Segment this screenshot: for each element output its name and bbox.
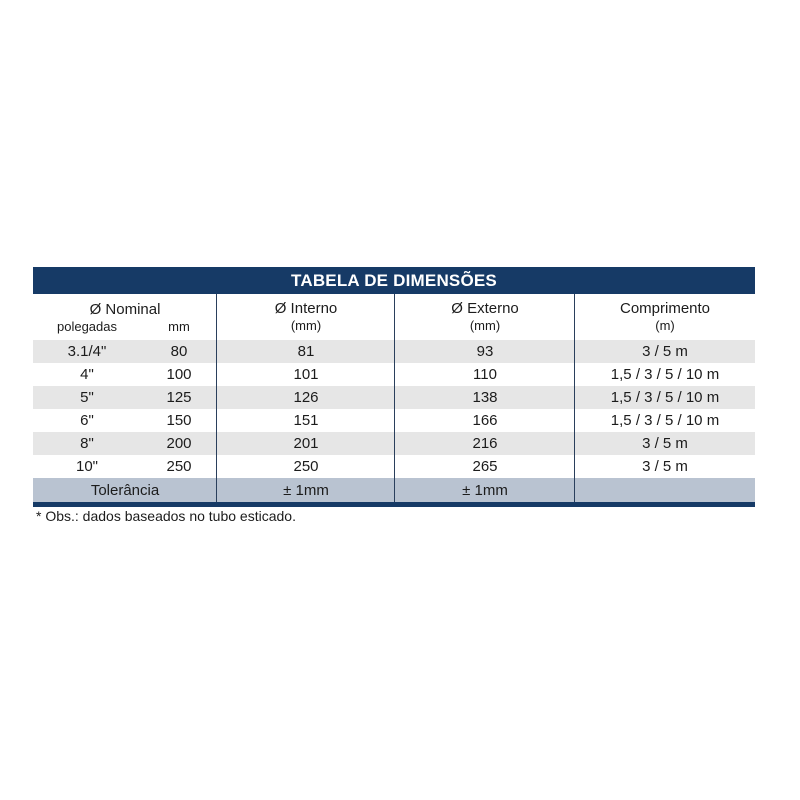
- cell-interno: 126: [293, 389, 319, 406]
- header-nominal-sub: [33, 319, 217, 334]
- cell-mm: 250: [166, 458, 192, 475]
- header-interno-label: Ø Interno: [274, 300, 338, 317]
- cell-interno: 81: [297, 343, 315, 360]
- tolerance-label: Tolerância: [90, 481, 160, 499]
- cell-externo: 110: [473, 366, 497, 383]
- cell-comprimento: 1,5 / 3 / 5 / 10 m: [610, 366, 720, 383]
- header-externo: [395, 294, 575, 340]
- table-body: [33, 294, 755, 502]
- cell-comprimento: 3 / 5 m: [642, 435, 688, 452]
- tolerance-externo: ± 1mm: [462, 481, 508, 499]
- table-bottom-bar: [33, 502, 755, 507]
- cell-pol: 5": [80, 389, 94, 406]
- cell-pol: 4": [80, 366, 94, 383]
- cell-interno: 151: [293, 412, 319, 429]
- cell-externo: 138: [472, 389, 498, 406]
- cell-interno: 250: [293, 458, 319, 475]
- header-nominal: [33, 294, 217, 340]
- cell-mm: 80: [170, 343, 188, 360]
- cell-externo: 265: [472, 458, 498, 475]
- header-nominal-label: Ø Nominal: [89, 300, 161, 318]
- cell-interno: 201: [293, 435, 319, 452]
- header-pol-label: polegadas: [57, 318, 117, 334]
- cell-pol: 6": [80, 412, 94, 429]
- header-externo-label: Ø Externo: [451, 300, 519, 317]
- dimensions-table: [33, 267, 755, 507]
- header-externo-unit: (mm): [469, 318, 501, 333]
- header-comprimento-unit: (m): [655, 318, 675, 333]
- cell-externo: 166: [472, 412, 498, 429]
- column-divider: [216, 294, 217, 502]
- cell-mm: 125: [166, 389, 192, 406]
- table-title: TABELA DE DIMENSÕES: [33, 267, 755, 294]
- header-mm-label: mm: [168, 318, 190, 334]
- header-interno: [217, 294, 395, 340]
- column-divider: [394, 294, 395, 502]
- cell-pol: 10": [75, 458, 98, 475]
- cell-comprimento: 1,5 / 3 / 5 / 10 m: [610, 412, 720, 429]
- cell-pol: 3.1/4": [67, 343, 107, 360]
- column-divider: [574, 294, 575, 502]
- tolerance-comprimento: [575, 478, 755, 502]
- cell-mm: 200: [166, 435, 192, 452]
- header-comprimento-label: Comprimento: [619, 300, 711, 317]
- cell-mm: 100: [166, 366, 192, 383]
- footnote: * Obs.: dados baseados no tubo esticado.: [36, 508, 296, 524]
- cell-comprimento: 3 / 5 m: [642, 458, 688, 475]
- cell-comprimento: 1,5 / 3 / 5 / 10 m: [610, 389, 720, 406]
- cell-pol: 8": [80, 435, 94, 452]
- tolerance-interno: ± 1mm: [283, 481, 329, 499]
- header-comprimento: [575, 294, 755, 340]
- cell-externo: 93: [476, 343, 494, 360]
- cell-interno: 101: [293, 366, 319, 383]
- cell-mm: 150: [166, 412, 192, 429]
- cell-comprimento: 3 / 5 m: [642, 343, 688, 360]
- header-interno-unit: (mm): [290, 318, 322, 333]
- cell-externo: 216: [472, 435, 498, 452]
